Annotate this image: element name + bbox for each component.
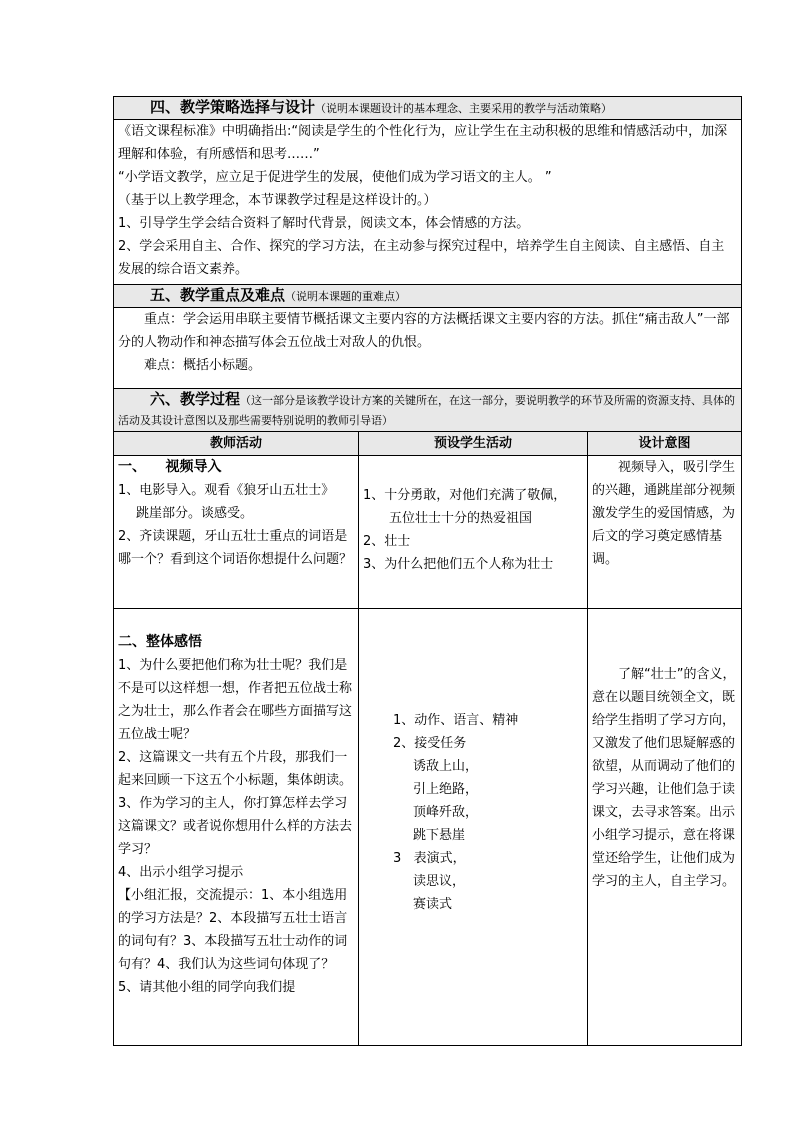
student-step-line: 顶峰歼敌， [413,805,479,820]
teacher-step-line: 2、齐读课题，牙山五壮士重点的词语是哪一个？看到这个词语你想提什么问题？ [118,529,353,567]
teacher-step-line: 跳崖部分。谈感受。 [136,506,254,521]
section5-title: 五、教学重点及难点 [150,286,286,304]
student-step-line: 2、壮士 [363,534,411,549]
student-step-line: 赛读式 [413,897,453,912]
student-step-line: 3、为什么把他们五个人称为壮士 [363,557,554,572]
teacher-step-line: 【小组汇报，交流提示：1、本小组选用的学习方法是？2、本段描写五壮士语言的词句有？3、本段描写五壮士动作的词句有？4、我们认为这些词句体现了？5、请其他小组的同学向我们提 [118,888,348,995]
process-column-header-row [114,432,742,456]
section4-header [114,97,742,120]
teacher-activity-cell [114,456,359,609]
design-intent-text: 视频导入，吸引学生的兴趣，通跳崖部分视频激发学生的爱国情感，为后文的学习奠定感情基调。 [592,460,736,567]
column-header-student: 预设学生活动 [359,432,588,456]
section4-body-row [114,120,742,285]
student-step-line: 五位壮士十分的热爱祖国 [389,511,533,526]
section4-body [114,120,742,285]
difficulty-text: 难点：概括小标题。 [144,358,262,373]
student-activity-cell [359,609,588,1046]
teacher-step-line: 3、作为学习的主人，你打算怎样去学习这篇课文？或者说你想用什么样的方法去学习？ [118,796,353,857]
design-intent-text: 了解“壮士”的含义，意在以题目统领全文，既给学生指明了学习方向，又激发了他们思疑解惑的欲望，从而调动了他们的学习兴趣，让他们急于读课文，去寻求答案。出示小组学习提示，意在将课堂还给学生，让他们成为学习的主人，自主学习。 [592,667,736,889]
section4-note: （说明本课题设计的基本理念、主要采用的教学与活动策略） [315,102,613,115]
section6-title: 六、教学过程 [150,390,241,408]
teacher-activity-cell [114,609,359,1046]
section5-body-row [114,308,742,389]
lesson-plan-table [113,96,742,1046]
student-step-line: 1、动作、语言、精神 [393,713,519,728]
section4-header-row [114,97,742,120]
teacher-step-line: 4、出示小组学习提示 [118,865,244,880]
design-intent-cell [588,609,742,1046]
lesson-plan-document [113,96,741,1046]
section6-note: （这一部分是该教学设计方案的关键所在，在这一部分，要说明教学的环节及所需的资源支持、具体的活动及其设计意图以及那些需要特别说明的教师引导语） [118,394,736,427]
student-step-line: 2、接受任务 [393,736,467,751]
key-point-text: 重点：学会运用串联主要情节概括课文主要内容的方法概括课文主要内容的方法。抓住“痛击敌人”一部分的人物动作和神态描写体会五位战士对敌人的仇恨。 [118,312,730,350]
process-row-overall-perception [114,609,742,1046]
section5-note: （说明本课题的重难点） [285,290,407,303]
section4-title: 四、教学策略选择与设计 [150,98,316,116]
section4-paragraph: “小学语文教学，应立足于促进学生的发展，使他们成为学习语文的主人。 ” [118,170,552,185]
student-step-line: 3 表演式， [393,851,466,866]
student-step-line: 读思议， [413,874,466,889]
section5-body [114,308,742,389]
section5-header [114,285,742,308]
design-intent-cell [588,456,742,609]
teacher-step-line: 2、这篇课文一共有五个片段，那我们一起来回顾一下这五个小标题，集体朗读。 [118,750,353,788]
teacher-step-line: 1、为什么要把他们称为壮士呢？我们是不是可以这样想一想，作者把五位战士称之为壮士，那么作者会在哪些方面描写这五位战士呢？ [118,658,353,742]
section5-header-row [114,285,742,308]
student-step-line: 诱敌上山， [413,759,479,774]
section4-paragraph: 1、引导学生学会结合资料了解时代背景，阅读文本，体会情感的方法。 [118,216,530,231]
section6-header-row [114,389,742,432]
student-step-line: 引上绝路， [413,782,479,797]
column-header-intent: 设计意图 [588,432,742,456]
teacher-step-line: 1、电影导入。观看《狼牙山五壮士》 [118,483,335,498]
teacher-step-title: 一、 视频导入 [118,459,222,475]
teacher-step-title: 二、整体感悟 [118,634,202,650]
section6-header [114,389,742,432]
student-step-line: 跳下悬崖 [413,828,466,843]
section4-paragraph: 2、学会采用自主、合作、探究的学习方法，在主动参与探究过程中，培养学生自主阅读、自主感悟、自主发展的综合语文素养。 [118,239,725,277]
student-activity-cell [359,456,588,609]
section4-paragraph: （基于以上教学理念，本节课教学过程是这样设计的。） [118,193,437,208]
column-header-teacher: 教师活动 [114,432,359,456]
student-step-line: 1、十分勇敢，对他们充满了敬佩， [363,488,567,503]
process-row-video-intro [114,456,742,609]
section4-paragraph: 《语文课程标准》中明确指出:“阅读是学生的个性化行为，应让学生在主动积极的思维和情感活动中，加深理解和体验，有所感悟和思考……” [118,124,728,162]
